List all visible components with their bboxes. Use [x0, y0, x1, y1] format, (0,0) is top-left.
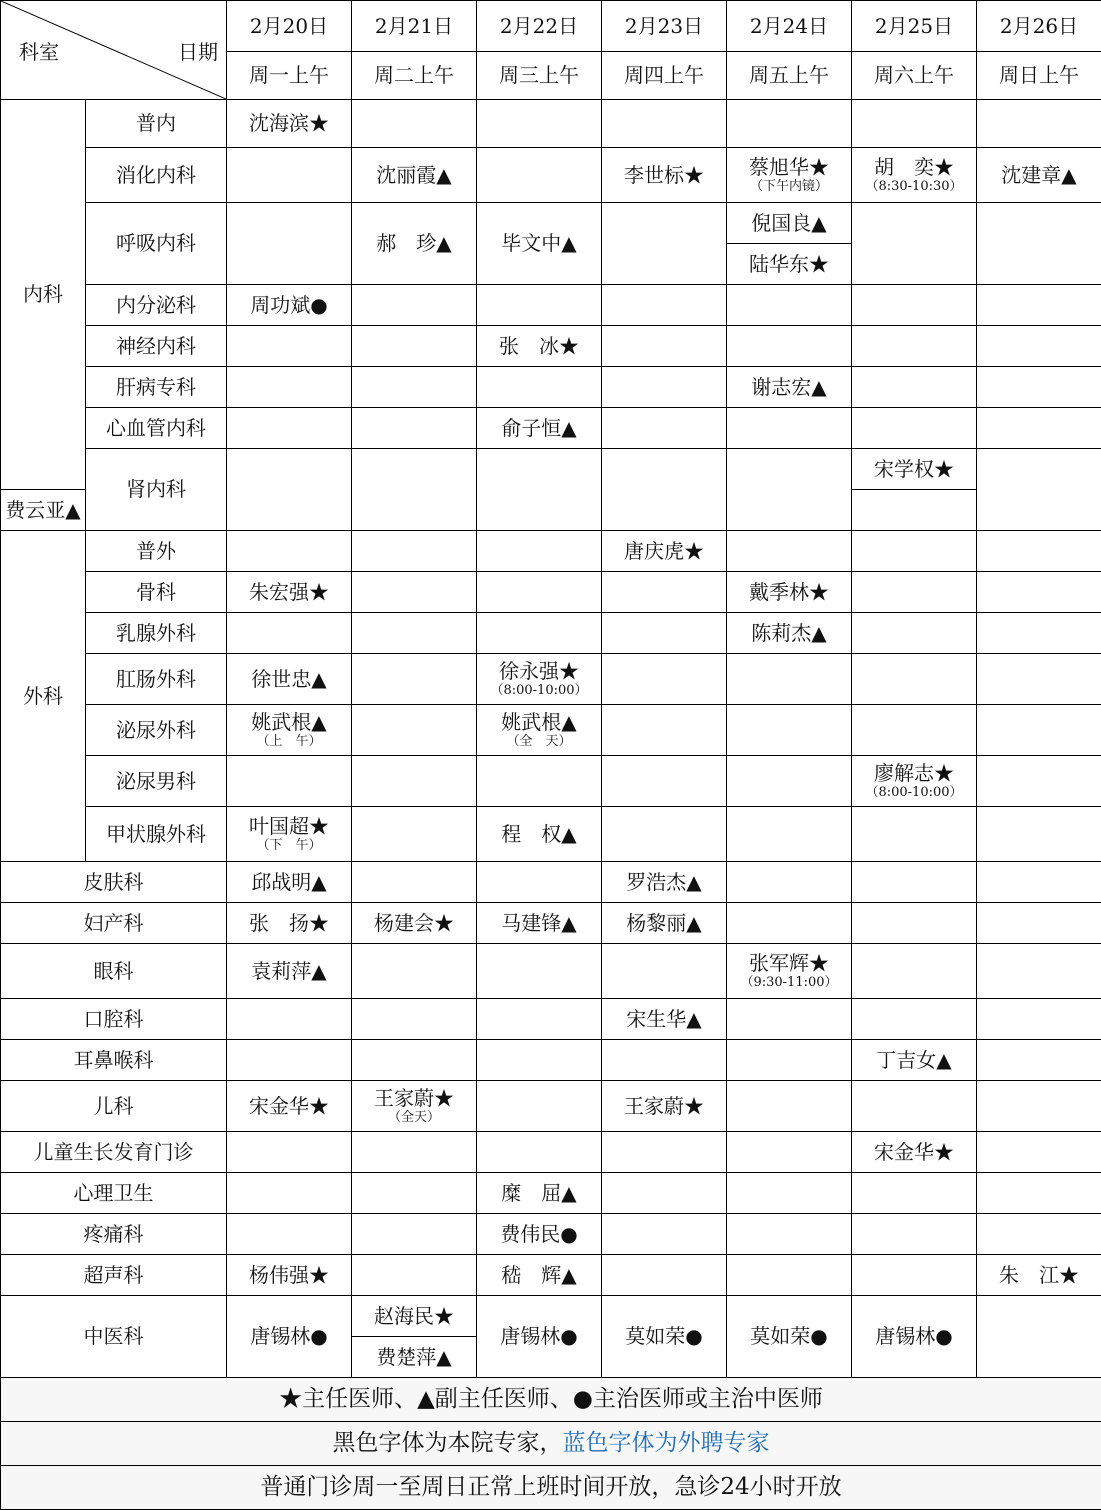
- dept-ent: 耳鼻喉科: [1, 1040, 227, 1081]
- weekday-header-sun: 周日上午: [977, 52, 1101, 100]
- doctor-cell: 莫如荣●: [602, 1296, 727, 1378]
- dept-thyroid-surgery: 甲状腺外科: [86, 807, 227, 862]
- dept-respiratory: 呼吸内科: [86, 203, 227, 285]
- weekday-header-fri: 周五上午: [727, 52, 852, 100]
- doctor-cell-external: 谢志宏▲: [727, 367, 852, 408]
- doctor-cell: 徐世忠▲: [227, 654, 352, 705]
- dept-andrology: 泌尿男科: [86, 756, 227, 807]
- dept-gastroenterology: 消化内科: [86, 148, 227, 203]
- weekday-header-mon: 周一上午: [227, 52, 352, 100]
- doctor-cell: 唐锡林●: [477, 1296, 602, 1378]
- doctor-cell: 程 权▲: [477, 807, 602, 862]
- legend-colors: [1, 1422, 1101, 1466]
- doctor-cell: 费楚萍▲: [352, 1337, 477, 1378]
- group-internal-medicine: 内科: [1, 100, 86, 490]
- date-header-sun: 2月26日: [977, 1, 1101, 52]
- dept-tcm: 中医科: [1, 1296, 227, 1378]
- doctor-cell-external: 王家蔚★ （全天）: [352, 1081, 477, 1132]
- date-header-mon: 2月20日: [227, 1, 352, 52]
- dept-child-growth-clinic: 儿童生长发育门诊: [1, 1132, 227, 1173]
- dept-ophthalmology: 眼科: [1, 944, 227, 999]
- legend-ranks: ★主任医师、▲副主任医师、●主治医师或主治中医师: [1, 1378, 1101, 1422]
- doctor-cell: 毕文中▲: [477, 203, 602, 285]
- date-axis-label: 日期: [178, 40, 218, 64]
- doctor-cell: 赵海民★: [352, 1296, 477, 1337]
- doctor-cell-external: 戴季林★: [727, 572, 852, 613]
- doctor-cell: 唐庆虎★: [602, 531, 727, 572]
- doctor-cell: 费伟民●: [477, 1214, 602, 1255]
- dept-cardiology: 心血管内科: [86, 408, 227, 449]
- doctor-cell: 费云亚▲: [1, 490, 86, 531]
- dept-axis-label: 科室: [19, 40, 59, 64]
- doctor-cell-external: 罗浩杰▲: [602, 862, 727, 903]
- dept-pediatrics: 儿科: [1, 1081, 227, 1132]
- legend-black-text: 黑色字体为本院专家，: [332, 1430, 563, 1457]
- doctor-cell: 唐锡林●: [227, 1296, 352, 1378]
- time-note: （全天）: [387, 1109, 440, 1125]
- doctor-cell: 唐锡林●: [852, 1296, 977, 1378]
- weekday-header-wed: 周三上午: [477, 52, 602, 100]
- doctor-cell: 郝 珍▲: [352, 203, 477, 285]
- time-note: （下 午）: [256, 837, 322, 853]
- doctor-cell-external: 张军辉★ （9:30-11:00）: [727, 944, 852, 999]
- dept-anorectal-surgery: 肛肠外科: [86, 654, 227, 705]
- time-note: （8:00-10:00）: [865, 784, 963, 800]
- dept-mental-health: 心理卫生: [1, 1173, 227, 1214]
- time-note: （全 天）: [506, 733, 572, 749]
- doctor-cell: 杨伟强★: [227, 1255, 352, 1296]
- doctor-cell: 杨黎丽▲: [602, 903, 727, 944]
- doctor-cell-external: 廖解志★ （8:00-10:00）: [852, 756, 977, 807]
- doctor-cell-external: 蔡旭华★ （下午内镜）: [727, 148, 852, 203]
- doctor-cell-external: 马建锋▲: [477, 903, 602, 944]
- dept-ultrasound: 超声科: [1, 1255, 227, 1296]
- time-note: （8:00-10:00）: [490, 682, 588, 698]
- weekday-header-tue: 周二上午: [352, 52, 477, 100]
- doctor-cell-external: 陈莉杰▲: [727, 613, 852, 654]
- doctor-cell-external: 张 冰★: [477, 326, 602, 367]
- doctor-cell: 李世标★: [602, 148, 727, 203]
- doctor-cell-external: 叶国超★ （下 午）: [227, 807, 352, 862]
- doctor-cell: 张 扬★: [227, 903, 352, 944]
- doctor-cell: 莫如荣●: [727, 1296, 852, 1378]
- dept-breast-surgery: 乳腺外科: [86, 613, 227, 654]
- doctor-cell: 杨建会★: [352, 903, 477, 944]
- doctor-cell-external: 俞子恒▲: [477, 408, 602, 449]
- dept-hepatology: 肝病专科: [86, 367, 227, 408]
- legend-blue-text: 蓝色字体为外聘专家: [562, 1430, 770, 1457]
- date-header-tue: 2月21日: [352, 1, 477, 52]
- dept-dermatology: 皮肤科: [1, 862, 227, 903]
- dept-nephrology: 肾内科: [86, 449, 227, 531]
- dept-general-surgery: 普外: [86, 531, 227, 572]
- doctor-cell: 沈海滨★: [227, 100, 352, 148]
- doctor-cell: 邱战明▲: [227, 862, 352, 903]
- time-note: （上 午）: [256, 733, 322, 749]
- doctor-cell: 倪国良▲: [727, 203, 852, 244]
- time-note: （下午内镜）: [749, 178, 828, 194]
- time-note: （9:30-11:00）: [740, 974, 838, 990]
- doctor-cell-external: 朱 江★: [977, 1255, 1101, 1296]
- doctor-cell: 沈丽霞▲: [352, 148, 477, 203]
- doctor-cell: 姚武根▲ （上 午）: [227, 705, 352, 756]
- doctor-cell-external: 丁吉女▲: [852, 1040, 977, 1081]
- weekday-header-thu: 周四上午: [602, 52, 727, 100]
- date-header-sat: 2月25日: [852, 1, 977, 52]
- doctor-cell: 袁莉萍▲: [227, 944, 352, 999]
- doctor-cell-external: 宋学权★: [852, 449, 977, 490]
- legend-notice: 普通门诊周一至周日正常上班时间开放，急诊24小时开放: [1, 1466, 1101, 1510]
- dept-neurology: 神经内科: [86, 326, 227, 367]
- doctor-cell: 朱宏强★: [227, 572, 352, 613]
- doctor-cell-external: 徐永强★ （8:00-10:00）: [477, 654, 602, 705]
- doctor-cell: 周功斌●: [227, 285, 352, 326]
- time-note: （8:30-10:30）: [865, 178, 963, 194]
- corner-header-cell: [1, 1, 227, 100]
- weekday-header-sat: 周六上午: [852, 52, 977, 100]
- dept-orthopedics: 骨科: [86, 572, 227, 613]
- group-surgery: 外科: [1, 531, 86, 862]
- dept-obstetrics-gynecology: 妇产科: [1, 903, 227, 944]
- dept-general-internal: 普内: [86, 100, 227, 148]
- doctor-cell-external: 王家蔚★: [602, 1081, 727, 1132]
- doctor-cell: 姚武根▲ （全 天）: [477, 705, 602, 756]
- dept-pain-clinic: 疼痛科: [1, 1214, 227, 1255]
- doctor-cell: 宋金华★: [852, 1132, 977, 1173]
- doctor-cell: 沈建章▲: [977, 148, 1101, 203]
- doctor-cell-external: 胡 奕★ （8:30-10:30）: [852, 148, 977, 203]
- doctor-cell: 嵇 辉▲: [477, 1255, 602, 1296]
- doctor-cell-external: 糜 屈▲: [477, 1173, 602, 1214]
- doctor-cell: 宋生华▲: [602, 999, 727, 1040]
- dept-urology: 泌尿外科: [86, 705, 227, 756]
- dept-endocrinology: 内分泌科: [86, 285, 227, 326]
- date-header-fri: 2月24日: [727, 1, 852, 52]
- doctor-cell-external: 陆华东★: [727, 244, 852, 285]
- date-header-wed: 2月22日: [477, 1, 602, 52]
- date-header-thu: 2月23日: [602, 1, 727, 52]
- dept-stomatology: 口腔科: [1, 999, 227, 1040]
- doctor-cell: 宋金华★: [227, 1081, 352, 1132]
